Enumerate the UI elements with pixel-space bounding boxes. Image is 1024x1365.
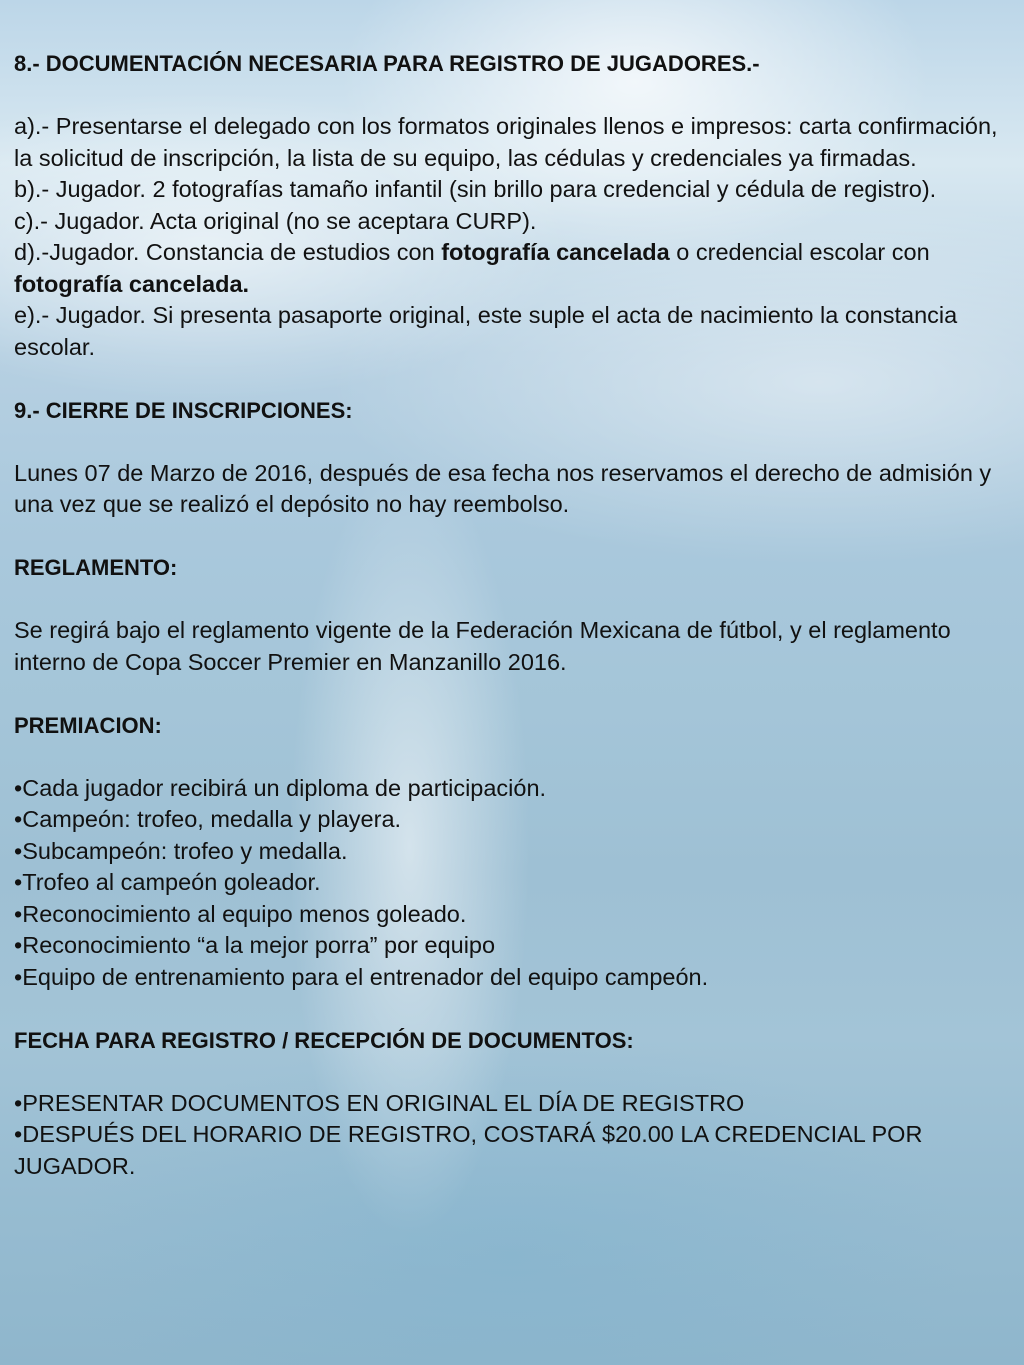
spacer [14, 584, 1010, 616]
prize-item: •Equipo de entrenamiento para el entrenador del equipo campeón. [14, 963, 709, 990]
requirement-item-c: c).- Jugador. Acta original (no se aceptara CURP). [14, 207, 537, 234]
requirement-item-e: e).- Jugador. Si presenta pasaporte original, este suple el acta de nacimiento la constancia escolar. [14, 302, 958, 360]
spacer [14, 741, 1010, 773]
requirement-item-b: b).- Jugador. 2 fotografías tamaño infantil (sin brillo para credencial y cédula de registro). [14, 176, 937, 202]
requirement-item-d [14, 237, 1010, 300]
registro-item: •PRESENTAR DOCUMENTOS EN ORIGINAL EL DÍA DE REGISTRO [14, 1089, 745, 1116]
document-page [14, 48, 1010, 1182]
item-d-text-2: o credencial escolar con [669, 239, 930, 265]
prize-item: •Trofeo al campeón goleador. [14, 869, 321, 895]
prize-item: •Cada jugador recibirá un diploma de participación. [14, 774, 547, 801]
spacer [14, 363, 1010, 395]
registro-heading: FECHA PARA REGISTRO / RECEPCIÓN DE DOCUMENTOS: [14, 1027, 634, 1053]
premiacion-heading: PREMIACION: [14, 712, 162, 738]
prize-item: •Reconocimiento “a la mejor porra” por equipo [14, 932, 496, 958]
prize-item: •Campeón: trofeo, medalla y playera. [14, 806, 402, 832]
item-d-bold-2: fotografía cancelada. [14, 270, 250, 297]
closing-date-text: Lunes 07 de Marzo de 2016, después de esa fecha nos reservamos el derecho de admisión y una vez que se realizó el depósito no hay reembolso. [14, 459, 992, 517]
item-d-text-1: d).-Jugador. Constancia de estudios con [14, 239, 442, 265]
reglamento-text: Se regirá bajo el reglamento vigente de la Federación Mexicana de fútbol, y el reglamento interno de Copa Soccer Premier en Manzanillo 2016. [14, 617, 951, 675]
section-9-heading: 9.- CIERRE DE INSCRIPCIONES: [14, 397, 353, 423]
section-8-heading: 8.- DOCUMENTACIÓN NECESARIA PARA REGISTRO DE JUGADORES.- [14, 51, 760, 76]
registro-item: •DESPUÉS DEL HORARIO DE REGISTRO, COSTARÁ $20.00 LA CREDENCIAL POR JUGADOR. [14, 1121, 923, 1179]
item-d-bold-1: fotografía cancelada [441, 239, 670, 265]
spacer [14, 521, 1010, 553]
spacer [14, 993, 1010, 1025]
prize-item: •Subcampeón: trofeo y medalla. [14, 837, 348, 864]
spacer [14, 80, 1010, 112]
spacer [14, 678, 1010, 710]
reglamento-heading: REGLAMENTO: [14, 555, 178, 580]
requirement-item-a: a).- Presentarse el delegado con los formatos originales llenos e impresos: carta confirmación, la solicitud de inscripción, la lista de su equipo, las cédulas y credenciales ya firmadas. [14, 113, 998, 171]
spacer [14, 1056, 1010, 1088]
spacer [14, 426, 1010, 458]
prize-item: •Reconocimiento al equipo menos goleado. [14, 900, 467, 927]
